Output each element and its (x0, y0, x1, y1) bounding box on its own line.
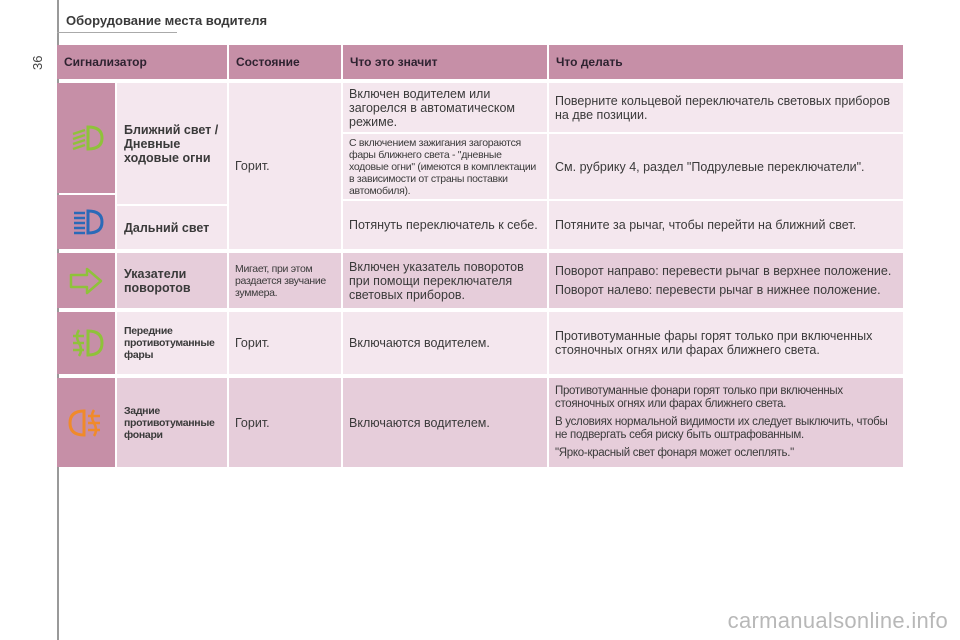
high-beam-headlight-icon (66, 207, 106, 237)
high-beam-action: Потяните за рычаг, чтобы перейти на ближний свет. (555, 218, 857, 232)
front-fog-meaning: Включаются водителем. (349, 336, 490, 350)
high-beam-meaning-cell (343, 201, 547, 249)
rear-fog-name: Задние противотуманные фонари (124, 404, 215, 441)
turn-signals-action-cell (549, 253, 903, 308)
low-beam-headlight-icon (66, 123, 106, 153)
front-fog-action: Противотуманные фары горят только при включенных стояночных огнях или фарах ближнего света. (555, 329, 873, 357)
rear-fog-action-3: "Ярко-красный свет фонаря может ослеплять." (555, 447, 794, 459)
turn-signals-meaning: Включен указатель поворотов при помощи переключателя световых приборов. (349, 259, 524, 302)
high-beam-meaning: Потянуть переключатель к себе. (349, 218, 538, 232)
low-beam-meaning-cell (343, 83, 547, 132)
page-number: 36 (30, 55, 45, 70)
rear-fog-action-1: Противотуманные фонари горят только при включенных стояночных огнях или фарах ближнего света. (555, 385, 843, 410)
rear-fog-meaning-cell (343, 378, 547, 467)
rear-fog-action-2: В условиях нормальной видимости их следует выключить, чтобы не подвергать себя риску быть оштрафованным. (555, 416, 888, 441)
front-fog-name-cell (117, 312, 227, 374)
icon-cell-low-beam (57, 83, 115, 193)
icon-cell-turn-signals (57, 253, 115, 308)
high-beam-name: Дальний свет (124, 220, 210, 235)
turn-signals-state-cell (229, 253, 341, 308)
rear-fog-state: Горит. (235, 415, 270, 430)
header-state: Состояние (229, 45, 341, 79)
watermark: carmanualsonline.info (727, 608, 948, 633)
icon-cell-high-beam (57, 195, 115, 249)
low-beam-meaning: Включен водителем или загорелся в автоматическом режиме. (349, 86, 516, 129)
turn-signals-action-right: Поворот направо: перевести рычаг в верхнее положение. (555, 264, 892, 278)
title-underline (57, 32, 177, 33)
low-beam-name-cell (117, 83, 227, 204)
icon-cell-front-fog (57, 312, 115, 374)
low-beam-action-cell (549, 83, 903, 132)
header-meaning: Что это значит (343, 45, 547, 79)
turn-signals-name-cell (117, 253, 227, 308)
rear-fog-state-cell (229, 378, 341, 467)
low-beam-name: Ближний свет / Дневные ходовые огни (124, 122, 219, 165)
drl-meaning: С включением зажигания загораются фары ближнего света - "дневные ходовые огни" (имеются в комплектации в зависимости от страны поставки автомобиля). (349, 136, 536, 197)
high-beam-action-cell (549, 201, 903, 249)
front-fog-action-cell (549, 312, 903, 374)
front-fog-light-icon (66, 327, 106, 359)
header-indicator: Сигнализатор (57, 45, 227, 79)
turn-signals-name: Указатели поворотов (124, 266, 191, 295)
front-fog-name: Передние противотуманные фары (124, 325, 215, 361)
turn-signal-arrow-icon (67, 266, 105, 296)
warning-lights-table (57, 45, 903, 467)
lights-state-cell (229, 83, 341, 249)
turn-signals-action-left: Поворот налево: перевести рычаг в нижнее положение. (555, 283, 881, 297)
turn-signals-state: Мигает, при этом раздается звучание зуммера. (235, 262, 326, 299)
front-fog-state-cell (229, 312, 341, 374)
drl-meaning-cell (343, 134, 547, 199)
rear-fog-light-icon (66, 407, 106, 439)
rear-fog-action-cell (549, 378, 903, 467)
rear-fog-name-cell (117, 378, 227, 467)
front-fog-state: Горит. (235, 336, 270, 350)
high-beam-name-cell (117, 206, 227, 249)
drl-action-cell (549, 134, 903, 199)
lights-state: Горит. (235, 159, 270, 173)
low-beam-action: Поверните кольцевой переключатель световых приборов на две позиции. (555, 93, 890, 122)
front-fog-meaning-cell (343, 312, 547, 374)
rear-fog-meaning: Включаются водителем. (349, 415, 490, 430)
header-action: Что делать (549, 45, 903, 79)
turn-signals-meaning-cell (343, 253, 547, 308)
icon-cell-rear-fog (57, 378, 115, 467)
drl-action: См. рубрику 4, раздел "Подрулевые переключатели". (555, 159, 865, 174)
page-title: Оборудование места водителя (66, 13, 268, 28)
